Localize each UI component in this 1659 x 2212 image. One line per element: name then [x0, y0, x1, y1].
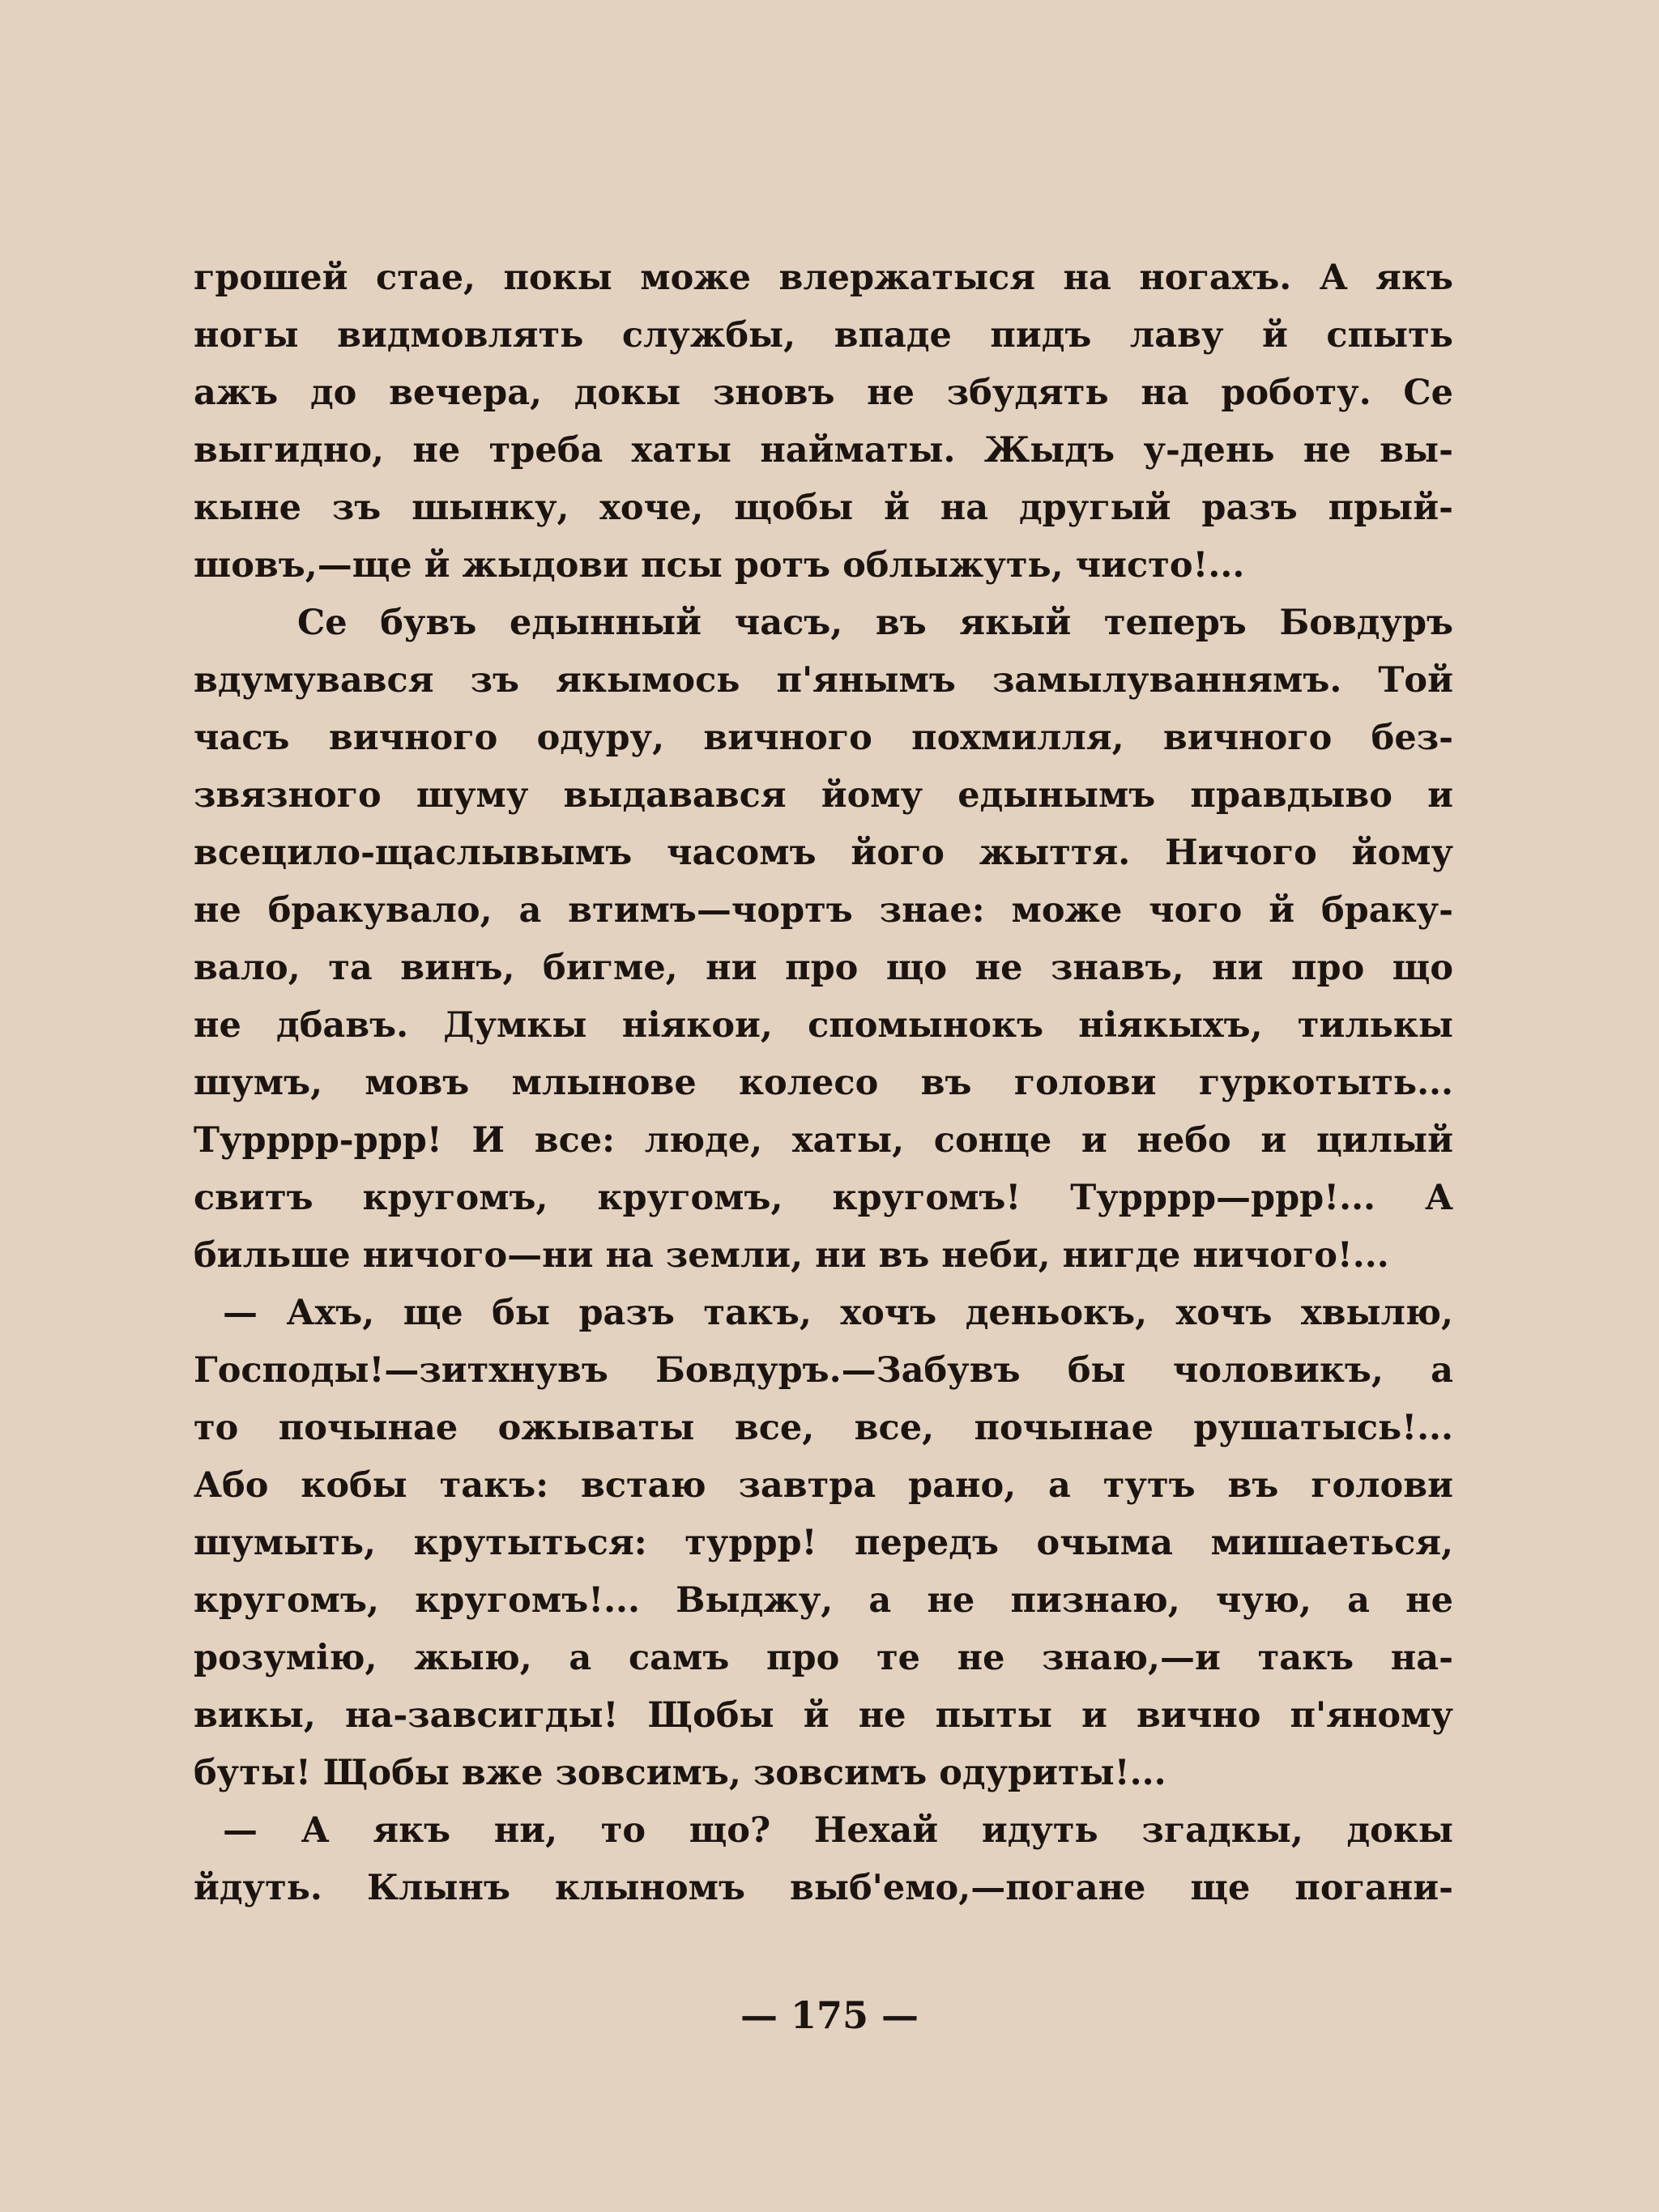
text-line: всецило-щаслывымъ часомъ його жыття. Ничого йому [194, 833, 1453, 873]
paragraph-first-line: — Ахъ, ще бы разъ такъ, хочъ деньокъ, хочъ хвылю, [223, 1293, 1453, 1333]
text-line: вдумувався зъ якымось п'янымъ замылуваннямъ. Той [194, 660, 1453, 701]
text-line: не дбавъ. Думкы нiякои, спомынокъ нiякыхъ, тилькы [194, 1005, 1453, 1046]
paragraph-first-line: Се бувъ едынный часъ, въ якый теперъ Бовдуръ [297, 603, 1453, 643]
text-line: свитъ кругомъ, кругомъ, кругомъ! Турррр—ррр!... А [194, 1178, 1453, 1218]
text-line: Господы!—зитхнувъ Бовдуръ.—Забувъ бы чоловикъ, а [194, 1350, 1453, 1391]
text-line: Або кобы такъ: встаю завтра рано, а тутъ въ голови [194, 1465, 1453, 1506]
text-line: буты! Щобы вже зовсимъ, зовсимъ одуриты!... [194, 1753, 1166, 1793]
paragraph-first-line: — А якъ ни, то що? Нехай идуть згадкы, докы [223, 1810, 1453, 1851]
text-line: ажъ до вечера, докы зновъ не збудять на роботу. Се [194, 373, 1453, 413]
text-line: выгидно, не треба хаты найматы. Жыдъ у-день не вы- [194, 430, 1453, 471]
page-number: — 175 — [740, 1993, 919, 2037]
text-line: шумъ, мовъ млынове колесо въ голови гуркотыть... [194, 1063, 1453, 1103]
text-line: Турррр-ррр! И все: люде, хаты, сонце и небо и цилый [194, 1120, 1453, 1161]
text-line: розумiю, жыю, а самъ про те не знаю,—и такъ на- [194, 1638, 1453, 1678]
text-line: викы, на-завсигды! Щобы й не пыты и вично п'яному [194, 1695, 1453, 1736]
text-line: бильше ничого—ни на земли, ни въ неби, нигде ничого!... [194, 1235, 1389, 1276]
text-line: шумыть, крутыться: туррр! передъ очыма мишаеться, [194, 1523, 1453, 1563]
text-line: звязного шуму выдавався йому едынымъ правдыво и [194, 775, 1453, 816]
text-line: часъ вичного одуру, вичного похмилля, вичного без- [194, 718, 1453, 758]
text-line: кругомъ, кругомъ!... Выджу, а не пизнаю, чую, а не [194, 1580, 1453, 1621]
text-line: то почынае ожываты все, все, почынае рушатысь!... [194, 1408, 1453, 1448]
text-line: ногы видмовлять службы, впаде пидъ лаву й спыть [194, 315, 1453, 356]
text-line: шовъ,—ще й жыдови псы ротъ облыжуть, чисто!... [194, 545, 1245, 586]
text-line: грошей стае, покы може влержатыся на ногахъ. А якъ [194, 258, 1453, 298]
text-line: не бракувало, а втимъ—чортъ знае: може чого й браку- [194, 890, 1453, 931]
text-line: йдуть. Клынъ клыномъ выб'емо,—погане ще погани- [194, 1868, 1453, 1908]
text-line: вало, та винъ, бигме, ни про що не знавъ, ни про що [194, 948, 1453, 988]
text-line: кыне зъ шынку, хоче, щобы й на другый разъ прый- [194, 488, 1453, 528]
